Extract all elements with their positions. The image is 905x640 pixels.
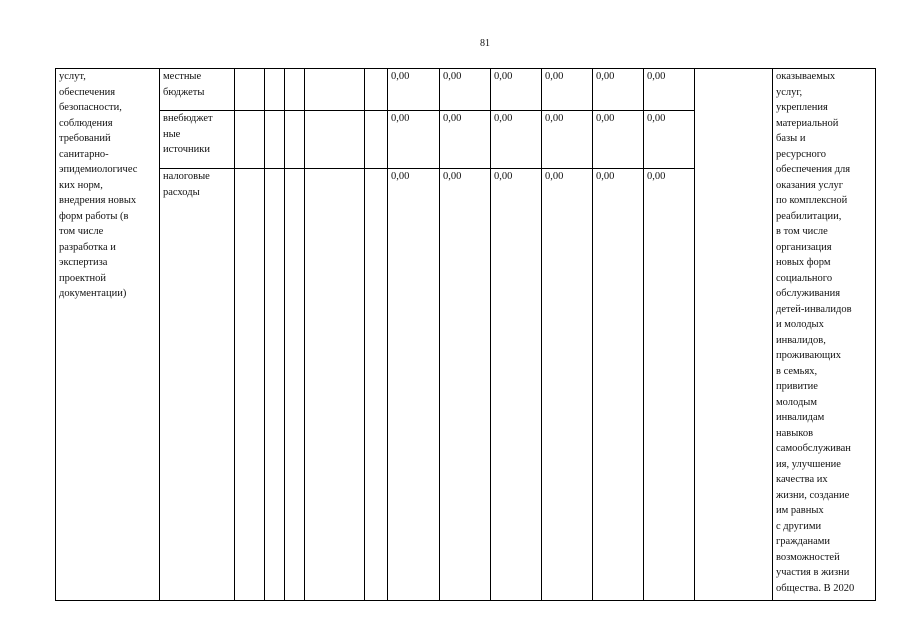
value-cell: 0,00 xyxy=(440,69,491,111)
empty-cell xyxy=(305,169,365,601)
funding-source-cell: внебюджет ные источники xyxy=(160,111,235,169)
empty-cell xyxy=(365,69,388,111)
value-cell: 0,00 xyxy=(388,169,440,601)
empty-cell xyxy=(365,169,388,601)
empty-cell xyxy=(365,111,388,169)
empty-cell xyxy=(235,69,265,111)
value-cell: 0,00 xyxy=(491,69,542,111)
value-cell: 0,00 xyxy=(542,169,593,601)
empty-cell xyxy=(235,169,265,601)
empty-cell xyxy=(285,111,305,169)
empty-cell xyxy=(265,69,285,111)
value-cell: 0,00 xyxy=(388,111,440,169)
empty-cell xyxy=(265,111,285,169)
empty-cell xyxy=(285,169,305,601)
value-cell: 0,00 xyxy=(593,169,644,601)
funding-source-cell: налоговые расходы xyxy=(160,169,235,601)
value-cell: 0,00 xyxy=(644,111,695,169)
value-cell: 0,00 xyxy=(491,111,542,169)
budget-table xyxy=(55,68,876,601)
empty-cell xyxy=(305,111,365,169)
value-cell: 0,00 xyxy=(388,69,440,111)
table-row xyxy=(56,69,876,111)
description-cell: услут, обеспечения безопасности, соблюдения требований санитарно- эпидемиологичес ких норм, внедрения новых форм работы (в том числе разработка и экспертиза проектной документации) xyxy=(56,69,160,601)
value-cell: 0,00 xyxy=(491,169,542,601)
value-cell: 0,00 xyxy=(644,69,695,111)
value-cell: 0,00 xyxy=(593,111,644,169)
empty-cell xyxy=(285,69,305,111)
value-cell: 0,00 xyxy=(440,111,491,169)
value-cell: 0,00 xyxy=(440,169,491,601)
value-cell: 0,00 xyxy=(542,111,593,169)
value-cell: 0,00 xyxy=(644,169,695,601)
value-cell: 0,00 xyxy=(542,69,593,111)
empty-cell xyxy=(305,69,365,111)
result-cell: оказываемых услуг, укрепления материальной базы и ресурсного обеспечения для оказания услуг по комплексной реабилитации, в том числе организация новых форм социального обслуживания детей-инвалидов и молодых инвалидов, проживающих в семьях, привитие молодым инвалидам навыков самообслуживан ия, улучшение качества их жизни, создание им равных с другими гражданами возможностей участия в жизни общества. В 2020 xyxy=(773,69,876,601)
value-cell: 0,00 xyxy=(593,69,644,111)
page-number: 81 xyxy=(480,38,490,49)
empty-cell xyxy=(235,111,265,169)
empty-cell xyxy=(695,69,773,601)
funding-source-cell: местные бюджеты xyxy=(160,69,235,111)
empty-cell xyxy=(265,169,285,601)
